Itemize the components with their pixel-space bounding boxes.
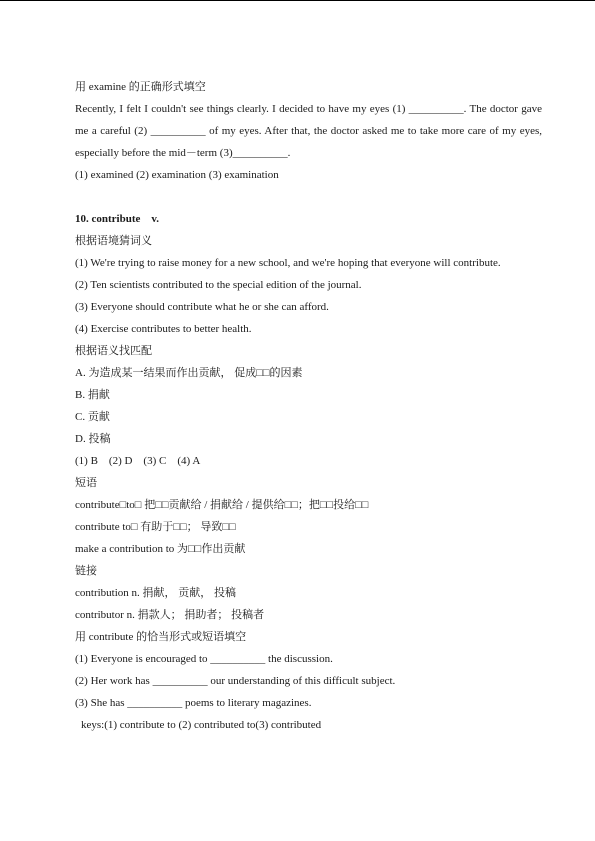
example-sentence: (2) Ten scientists contributed to the special edition of the journal. — [75, 279, 362, 291]
section-heading: 10. contribute v. — [75, 213, 160, 225]
phrase-item: contribute□to□ 把□□贡献给 / 捐献给 / 提供给□□；把□□投给□□ — [75, 499, 369, 511]
meaning-option: A. 为造成某一结果而作出贡献， 促成□□的因素 — [75, 367, 303, 379]
example-sentence: (1) We're trying to raise money for a new school, and we're hoping that everyone will contribute. — [75, 257, 501, 269]
example-sentence: (4) Exercise contributes to better health. — [75, 323, 252, 335]
phrase-item: contribute to□ 有助于□□； 导致□□ — [75, 521, 236, 533]
link-item: contribution n. 捐献， 贡献， 投稿 — [75, 587, 237, 599]
match-answers: (1) B (2) D (3) C (4) A — [75, 455, 201, 467]
links-title: 链接 — [75, 565, 97, 577]
page-top-rule — [0, 0, 595, 1]
link-item: contributor n. 捐款人； 捐助者； 投稿者 — [75, 609, 265, 621]
answer-keys: keys:(1) contribute to (2) contributed to(3) contributed — [81, 719, 322, 731]
example-sentence: (3) Everyone should contribute what he or she can afford. — [75, 301, 329, 313]
meaning-option: B. 捐献 — [75, 389, 110, 401]
meaning-option: D. 投稿 — [75, 433, 111, 445]
document-page — [54, 76, 542, 736]
fill-title: 用 contribute 的恰当形式或短语填空 — [75, 631, 247, 643]
examine-answers: (1) examined (2) examination (3) examination — [75, 169, 279, 181]
phrase-item: make a contribution to 为□□作出贡献 — [75, 543, 246, 555]
match-title: 根据语义找匹配 — [75, 345, 152, 357]
meaning-option: C. 贡献 — [75, 411, 110, 423]
fill-item: (2) Her work has __________ our understanding of this difficult subject. — [75, 675, 396, 687]
fill-item: (1) Everyone is encouraged to __________ the discussion. — [75, 653, 333, 665]
phrases-title: 短语 — [75, 477, 97, 489]
examine-passage: Recently, I felt I couldn't see things clearly. I decided to have my eyes (1) __________. The doctor gave me a careful (2) __________ of my eyes. After that, the doctor asked me to take more care of my eyes, especially before the mid－term (3)__________. — [75, 103, 542, 159]
examine-instruction: 用 examine 的正确形式填空 — [75, 81, 206, 93]
fill-item: (3) She has __________ poems to literary magazines. — [75, 697, 312, 709]
guess-title: 根据语境猜词义 — [75, 235, 152, 247]
spacer — [54, 186, 542, 208]
